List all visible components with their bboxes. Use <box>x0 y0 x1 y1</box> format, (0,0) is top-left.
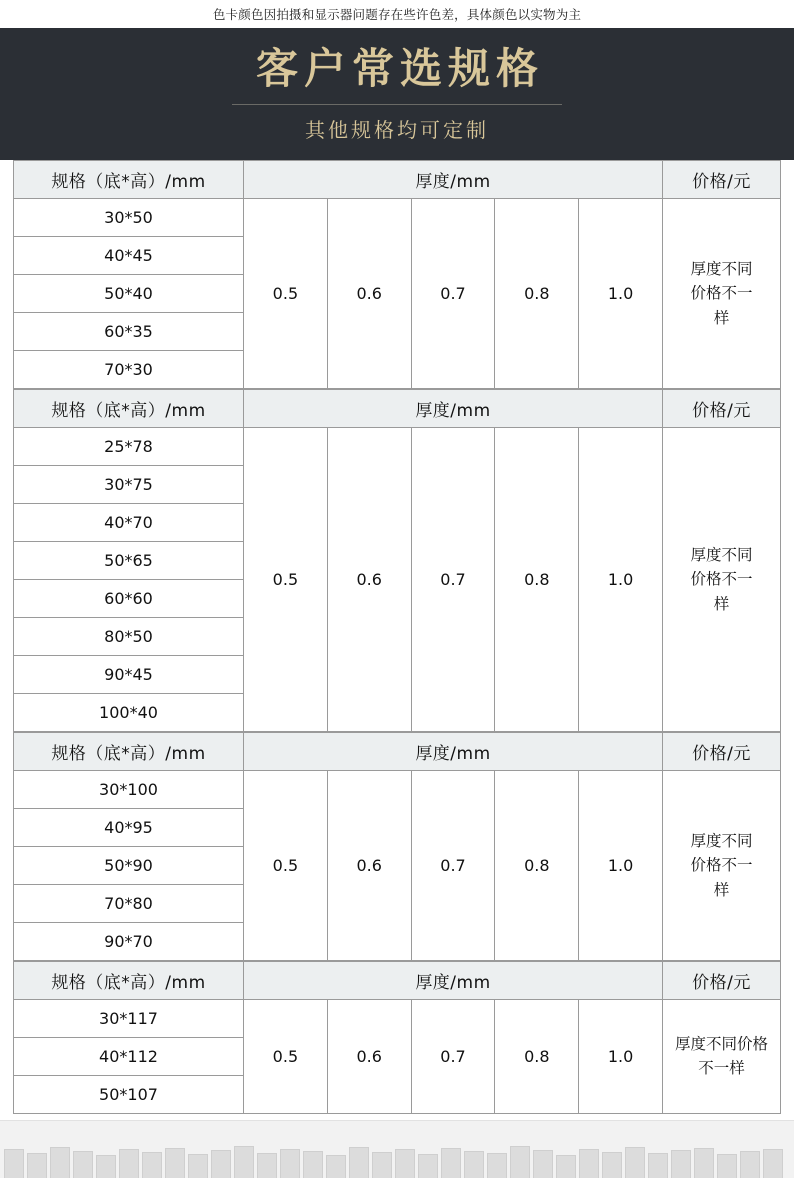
size-value: 60*35 <box>14 313 244 351</box>
footer-bar <box>441 1148 461 1178</box>
table-row <box>14 199 781 237</box>
footer-bar <box>326 1155 346 1178</box>
price-note-line: 厚度不同 <box>690 546 753 565</box>
thickness-value: 0.8 <box>495 771 579 961</box>
thickness-value: 0.5 <box>244 199 328 389</box>
footer-bar <box>188 1154 208 1178</box>
color-disclaimer-note: 色卡颜色因拍摄和显示器问题存在些许色差，具体颜色以实物为主 <box>0 0 794 28</box>
spec-table-4 <box>13 961 781 1114</box>
thickness-value: 0.8 <box>495 1000 579 1114</box>
thickness-value: 0.8 <box>495 428 579 732</box>
price-note-line: 价格不一 <box>690 284 753 303</box>
footer-bar <box>50 1147 70 1178</box>
price-note-line: 厚度不同 <box>690 832 753 851</box>
size-value: 30*117 <box>14 1000 244 1038</box>
footer-bar <box>671 1150 691 1178</box>
footer-bar <box>694 1148 714 1178</box>
thickness-value: 0.6 <box>327 199 411 389</box>
thickness-value: 0.6 <box>327 1000 411 1114</box>
table-row <box>14 1000 781 1038</box>
table-row <box>14 771 781 809</box>
footer-bar <box>303 1151 323 1178</box>
footer-bar <box>556 1155 576 1178</box>
price-note-line: 价格不一 <box>690 570 753 589</box>
footer-bar <box>349 1147 369 1178</box>
footer-bar <box>418 1154 438 1178</box>
footer-bar <box>602 1152 622 1178</box>
header-spec: 规格（底*高）/mm <box>14 962 244 1000</box>
thickness-value: 0.8 <box>495 199 579 389</box>
footer-bar <box>4 1149 24 1178</box>
price-note <box>663 771 781 961</box>
size-value: 100*40 <box>14 694 244 732</box>
footer-bar <box>464 1151 484 1178</box>
banner-divider <box>232 104 562 105</box>
table-header-row <box>14 161 781 199</box>
footer-bar <box>510 1146 530 1178</box>
size-value: 90*70 <box>14 923 244 961</box>
footer-bar <box>717 1154 737 1178</box>
header-spec: 规格（底*高）/mm <box>14 390 244 428</box>
footer-bar <box>763 1149 783 1178</box>
footer-bar <box>487 1153 507 1178</box>
price-note-line: 样 <box>713 594 730 613</box>
footer-bar <box>372 1152 392 1178</box>
thickness-value: 0.5 <box>244 771 328 961</box>
thickness-value: 0.6 <box>327 771 411 961</box>
price-note <box>663 428 781 732</box>
size-value: 40*70 <box>14 504 244 542</box>
header-thickness: 厚度/mm <box>244 390 663 428</box>
table-row <box>14 428 781 466</box>
spec-table-1 <box>13 160 781 389</box>
size-value: 40*45 <box>14 237 244 275</box>
header-price: 价格/元 <box>663 390 781 428</box>
price-note-line: 样 <box>713 880 730 899</box>
spec-table-3 <box>13 732 781 961</box>
table-header-row <box>14 390 781 428</box>
footer-bar <box>119 1149 139 1178</box>
price-note <box>663 199 781 389</box>
table-header-row <box>14 962 781 1000</box>
price-note-line: 价格不一 <box>690 856 753 875</box>
size-value: 30*100 <box>14 771 244 809</box>
footer-bar <box>27 1153 47 1178</box>
header-thickness: 厚度/mm <box>244 962 663 1000</box>
footer-bar <box>234 1146 254 1178</box>
footer-bar <box>280 1149 300 1178</box>
footer-bar <box>395 1149 415 1178</box>
size-value: 50*40 <box>14 275 244 313</box>
footer-bar <box>257 1153 277 1178</box>
banner-subtitle: 其他规格均可定制 <box>305 117 489 142</box>
footer-bar <box>96 1155 116 1178</box>
footer-bar <box>625 1147 645 1178</box>
footer-bar <box>165 1148 185 1178</box>
thickness-value: 1.0 <box>579 428 663 732</box>
thickness-value: 0.6 <box>327 428 411 732</box>
header-price: 价格/元 <box>663 733 781 771</box>
thickness-value: 0.7 <box>411 199 495 389</box>
header-thickness: 厚度/mm <box>244 161 663 199</box>
size-value: 80*50 <box>14 618 244 656</box>
spec-tables <box>0 160 794 1114</box>
footer-bar <box>740 1151 760 1178</box>
footer-bar <box>579 1149 599 1178</box>
size-value: 70*80 <box>14 885 244 923</box>
footer-bar <box>142 1152 162 1178</box>
footer-bar <box>648 1153 668 1178</box>
thickness-value: 1.0 <box>579 199 663 389</box>
size-value: 50*107 <box>14 1076 244 1114</box>
thickness-value: 1.0 <box>579 771 663 961</box>
size-value: 50*90 <box>14 847 244 885</box>
price-note-line: 厚度不同 <box>690 260 753 279</box>
header-spec: 规格（底*高）/mm <box>14 733 244 771</box>
size-value: 90*45 <box>14 656 244 694</box>
header-spec: 规格（底*高）/mm <box>14 161 244 199</box>
size-value: 60*60 <box>14 580 244 618</box>
thickness-value: 0.7 <box>411 771 495 961</box>
size-value: 30*75 <box>14 466 244 504</box>
table-header-row <box>14 733 781 771</box>
footer-product-strip <box>0 1120 794 1178</box>
banner-title: 客户常选规格 <box>255 44 544 94</box>
size-value: 50*65 <box>14 542 244 580</box>
header-price: 价格/元 <box>663 161 781 199</box>
footer-bar <box>73 1151 93 1178</box>
footer-bar <box>533 1150 553 1178</box>
price-note-line: 样 <box>713 308 730 327</box>
thickness-value: 0.7 <box>411 1000 495 1114</box>
size-value: 40*95 <box>14 809 244 847</box>
thickness-value: 1.0 <box>579 1000 663 1114</box>
thickness-value: 0.5 <box>244 428 328 732</box>
header-price: 价格/元 <box>663 962 781 1000</box>
banner <box>0 28 794 160</box>
footer-bar <box>211 1150 231 1178</box>
thickness-value: 0.5 <box>244 1000 328 1114</box>
size-value: 40*112 <box>14 1038 244 1076</box>
spec-table-2 <box>13 389 781 732</box>
price-note: 厚度不同价格不一样 <box>663 1000 781 1114</box>
size-value: 30*50 <box>14 199 244 237</box>
size-value: 25*78 <box>14 428 244 466</box>
thickness-value: 0.7 <box>411 428 495 732</box>
header-thickness: 厚度/mm <box>244 733 663 771</box>
size-value: 70*30 <box>14 351 244 389</box>
footer-bars <box>0 1121 794 1178</box>
